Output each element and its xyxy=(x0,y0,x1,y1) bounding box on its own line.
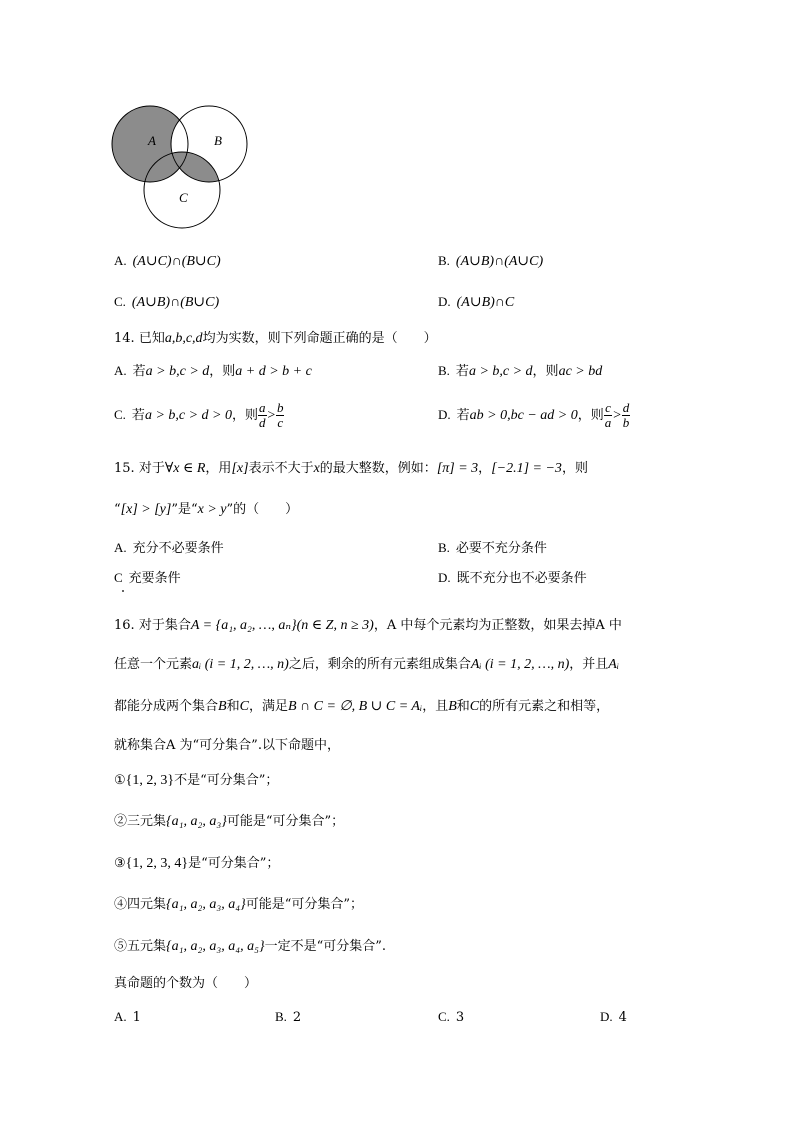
option-label: B. xyxy=(438,540,450,555)
fraction xyxy=(258,401,267,430)
question-number: 16. xyxy=(114,618,135,633)
stem-text: ，则 xyxy=(561,461,588,476)
option-math: ab > 0,bc − ad > 0 xyxy=(469,408,578,423)
fraction xyxy=(622,401,631,430)
q16-statement-3 xyxy=(114,855,279,873)
fraction-denominator: d xyxy=(259,415,266,430)
option-expression: (A∪B)∩(A∪C) xyxy=(455,254,544,269)
stem-math: [π] = 3 xyxy=(436,461,479,476)
stem-math: x > y xyxy=(197,502,227,517)
q15-option-c xyxy=(114,569,181,588)
option-text: ，则 xyxy=(209,364,236,379)
option-text: 既不充分也不必要条件 xyxy=(456,571,587,586)
q14-stem xyxy=(114,330,437,348)
option-label: D. xyxy=(438,570,451,585)
option-expression: (A∪C)∩(B∪C) xyxy=(132,254,221,269)
stem-text: 的所有元素之和相等， xyxy=(479,699,610,714)
option-label: B. xyxy=(275,1009,287,1024)
q14-option-a xyxy=(114,362,312,381)
fraction-numerator: c xyxy=(605,400,611,415)
stem-text: 均为实数，则下列命题正确的是（ ） xyxy=(202,331,437,346)
option-label: A. xyxy=(114,1009,127,1024)
statement-text: 三元集 xyxy=(127,814,167,829)
statement-text: 不是“可分集合”； xyxy=(174,773,279,788)
q14-option-d xyxy=(438,400,630,431)
q15-option-b xyxy=(438,539,547,558)
fraction xyxy=(276,401,285,430)
option-expression: (A∪B)∩C xyxy=(456,295,515,310)
q13-option-d xyxy=(438,293,514,312)
option-math: ac > bd xyxy=(558,364,603,379)
stem-text: ，且 xyxy=(422,699,449,714)
venn-diagram xyxy=(108,98,258,236)
fraction-numerator: b xyxy=(276,400,284,415)
stem-text: ，A 中每个元素均为正整数，如果去掉A 中 xyxy=(373,618,622,633)
option-text: ，则 xyxy=(532,364,559,379)
venn-shaded-region xyxy=(112,106,247,182)
stray-dot xyxy=(122,590,124,592)
stem-math: [−2.1] = −3 xyxy=(491,461,562,476)
question-number: 14. xyxy=(114,331,135,346)
option-text: 若 xyxy=(132,364,146,379)
option-label: C. xyxy=(438,1009,450,1024)
statement-marker: ① xyxy=(114,773,126,788)
statement-text: 可能是“可分集合”； xyxy=(226,814,345,829)
q13-option-c xyxy=(114,293,219,312)
q16-stem-line-4 xyxy=(114,737,340,755)
fraction-denominator: a xyxy=(604,415,612,430)
q15-option-d xyxy=(438,569,587,588)
stem-math: aᵢ (i = 1, 2, …, n) xyxy=(192,657,289,672)
stem-math: x xyxy=(313,461,320,476)
fraction xyxy=(604,401,613,430)
statement-math: {a₁, a₂, a₃} xyxy=(166,814,227,829)
q16-option-d xyxy=(600,1008,627,1027)
stem-math: Aᵢ (i = 1, 2, …, n) xyxy=(470,657,570,672)
option-label: B. xyxy=(438,363,450,378)
question-number: 15. xyxy=(114,461,135,476)
fraction-numerator: a xyxy=(259,400,266,415)
option-math: a > b,c > d xyxy=(145,364,210,379)
stem-math: [x] xyxy=(231,461,249,476)
stem-text: ，用 xyxy=(205,461,232,476)
option-math: a + d > b + c xyxy=(235,364,312,379)
stem-math: B xyxy=(448,699,457,714)
stem-text: 已知 xyxy=(138,331,165,346)
stem-text: 对于 xyxy=(138,461,165,476)
q16-stem-line-3 xyxy=(114,698,609,716)
option-text: 充分不必要条件 xyxy=(132,541,224,556)
fraction-denominator: b xyxy=(622,415,630,430)
stem-math: B ∩ C = ∅, B ∪ C = Aᵢ xyxy=(287,699,423,714)
stem-text: ，满足 xyxy=(248,699,288,714)
stem-math: B xyxy=(218,699,227,714)
option-text: 3 xyxy=(455,1010,465,1025)
statement-marker: ④ xyxy=(114,897,128,912)
q16-stem-line-2 xyxy=(114,656,619,674)
option-text: 若 xyxy=(455,364,469,379)
q16-statement-1 xyxy=(114,772,278,790)
statement-math: {1, 2, 3} xyxy=(125,773,175,788)
statement-marker: ⑤ xyxy=(114,939,128,954)
option-label: B. xyxy=(438,253,450,268)
stem-text: 都能分成两个集合 xyxy=(114,699,219,714)
option-math: a > b,c > d > 0 xyxy=(144,408,232,423)
option-label: D. xyxy=(438,407,451,422)
q16-stem-line-1 xyxy=(114,617,622,635)
stem-text: ， xyxy=(478,461,492,476)
option-label: A. xyxy=(114,540,127,555)
stem-text: 表示不大于 xyxy=(248,461,314,476)
stem-math: A = {a₁, a₂, …, aₙ}(n ∈ Z, n ≥ 3) xyxy=(190,618,374,633)
option-expression: (A∪B)∩(B∪C) xyxy=(131,295,220,310)
q14-option-b xyxy=(438,362,602,381)
venn-label-a: A xyxy=(148,133,156,148)
statement-text: 可能是“可分集合”； xyxy=(245,897,363,912)
q13-option-b xyxy=(438,252,543,271)
stem-text: ，并且 xyxy=(569,657,609,672)
q16-ask xyxy=(114,975,257,993)
q16-option-b xyxy=(275,1008,301,1027)
stem-text: 对于集合 xyxy=(138,618,191,633)
stem-math: a,b,c,d xyxy=(164,331,203,346)
option-label: A. xyxy=(114,253,127,268)
q16-option-a xyxy=(114,1008,141,1027)
fraction-denominator: c xyxy=(277,415,284,430)
statement-math: {1, 2, 3, 4} xyxy=(125,856,189,871)
option-text: 必要不充分条件 xyxy=(455,541,547,556)
q15-option-a xyxy=(114,539,224,558)
q13-option-a xyxy=(114,252,221,271)
stem-math: C xyxy=(239,699,249,714)
venn-label-c: C xyxy=(179,190,188,205)
statement-text: 一定不是“可分集合”. xyxy=(264,939,387,954)
option-math: > xyxy=(266,408,276,423)
q16-option-c xyxy=(438,1008,464,1027)
option-text: 若 xyxy=(456,408,470,423)
q16-statement-2 xyxy=(114,813,344,831)
stem-text: ”是“ xyxy=(171,502,198,517)
statement-math: {a₁, a₂, a₃, a₄} xyxy=(166,897,246,912)
option-label: C. xyxy=(114,407,126,422)
q16-statement-5 xyxy=(114,938,386,956)
stem-math: ∀x ∈ R xyxy=(164,461,206,476)
option-math: > xyxy=(612,408,622,423)
q15-stem-line-2 xyxy=(114,501,298,519)
statement-text: 是“可分集合”； xyxy=(188,856,280,871)
option-label: D. xyxy=(438,294,451,309)
stem-text: 任意一个元素 xyxy=(114,657,193,672)
stem-text: “ xyxy=(114,502,121,517)
stem-math: Aᵢ xyxy=(608,657,620,672)
stem-text: 的最大整数，例如： xyxy=(319,461,437,476)
q16-statement-4 xyxy=(114,896,363,914)
option-text: 若 xyxy=(131,408,145,423)
option-label: D. xyxy=(600,1009,613,1024)
option-math: a > b,c > d xyxy=(468,364,533,379)
option-text: 4 xyxy=(618,1010,627,1025)
option-text: ，则 xyxy=(232,408,259,423)
statement-math: {a₁, a₂, a₃, a₄, a₅} xyxy=(166,939,265,954)
option-text: 充要条件 xyxy=(128,571,181,586)
fraction-numerator: d xyxy=(622,400,630,415)
stem-text: ”的（ ） xyxy=(226,502,299,517)
q15-stem-line-1 xyxy=(114,460,588,478)
option-label: C. xyxy=(114,294,126,309)
statement-text: 四元集 xyxy=(127,897,167,912)
statement-marker: ② xyxy=(114,814,128,829)
option-text: 2 xyxy=(292,1010,302,1025)
statement-text: 五元集 xyxy=(127,939,167,954)
option-text: 1 xyxy=(132,1010,141,1025)
stem-text: 就称集合A 为“可分集合”.以下命题中， xyxy=(114,738,340,753)
venn-label-b: B xyxy=(214,133,222,148)
stem-text: 和 xyxy=(226,699,240,714)
stem-math: C xyxy=(469,699,480,714)
stem-text: 真命题的个数为（ ） xyxy=(114,976,258,991)
stem-text: 之后，剩余的所有元素组成集合 xyxy=(288,657,471,672)
q14-option-c xyxy=(114,400,284,431)
option-label: C xyxy=(114,570,123,585)
option-text: ，则 xyxy=(577,408,604,423)
stem-text: 和 xyxy=(456,699,470,714)
stem-math: [x] > [y] xyxy=(120,502,172,517)
statement-marker: ③ xyxy=(114,856,126,871)
option-label: A. xyxy=(114,363,127,378)
